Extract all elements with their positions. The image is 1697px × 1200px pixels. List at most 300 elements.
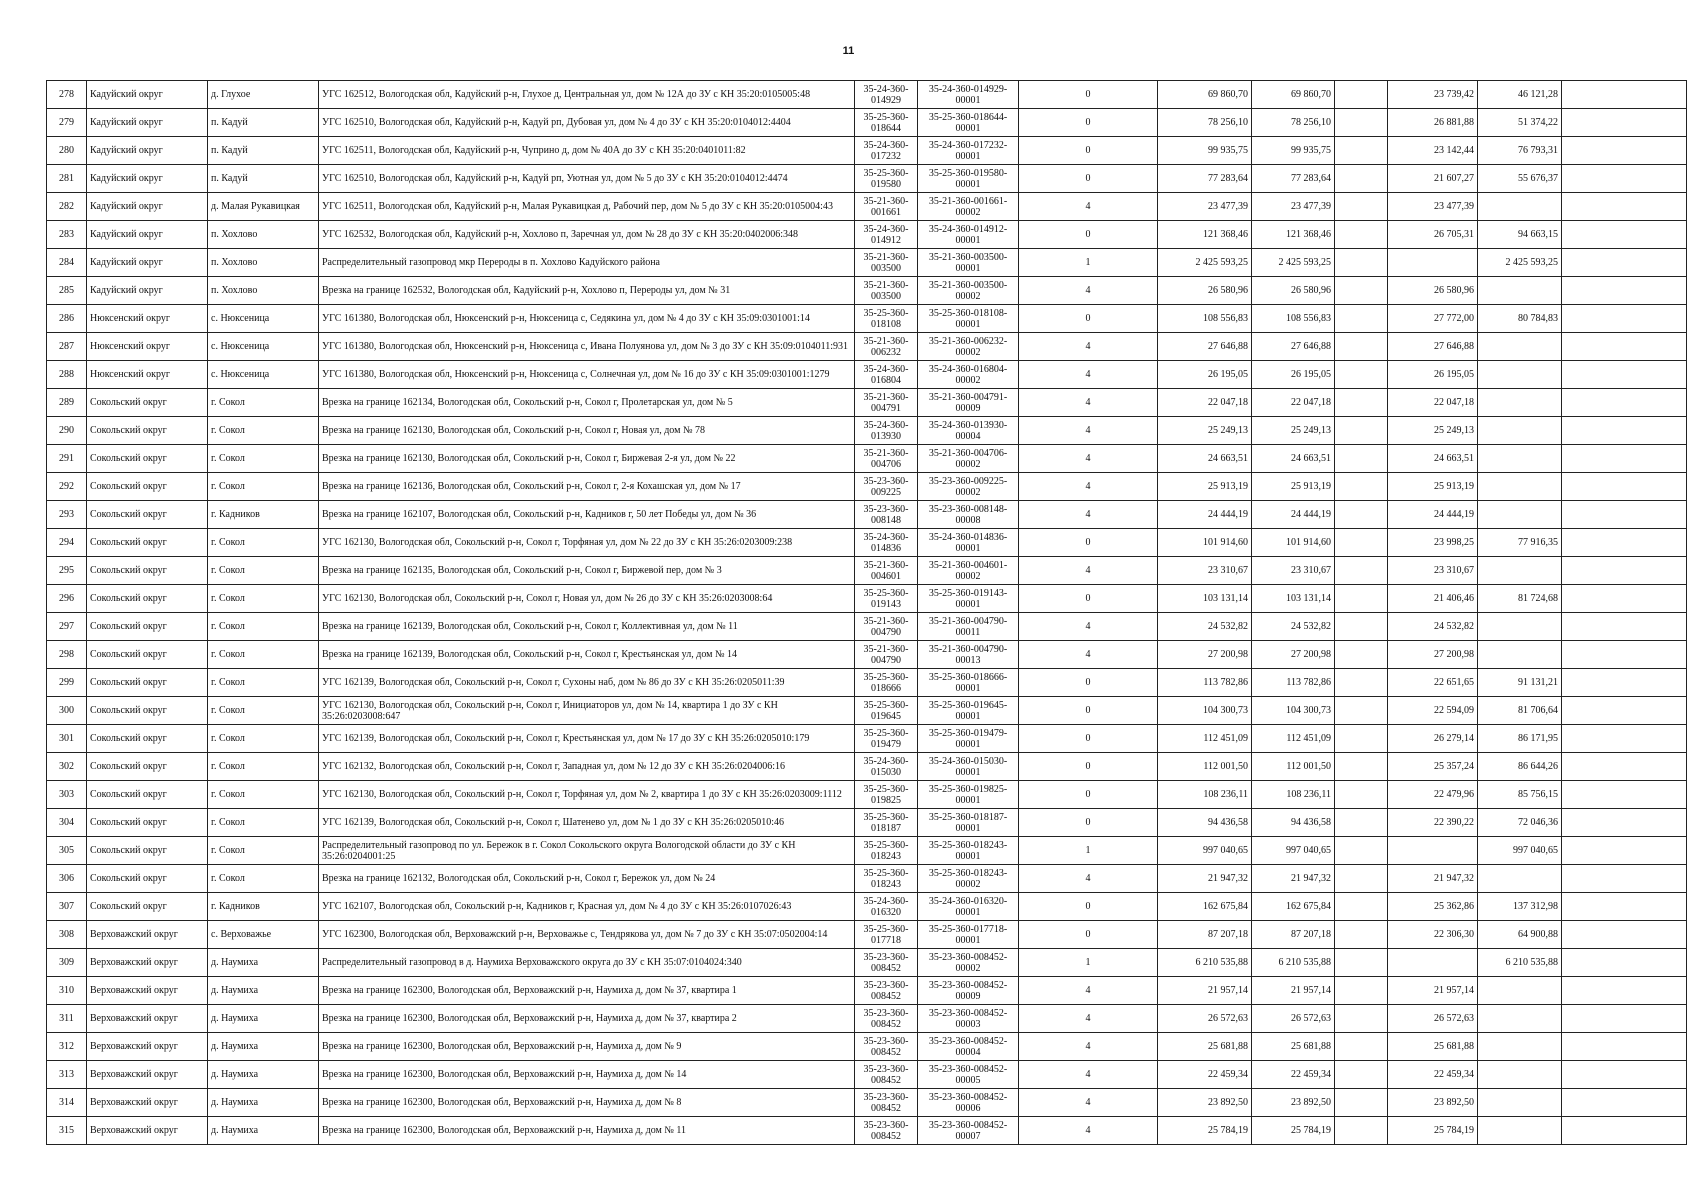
empty-cell: [1335, 165, 1388, 193]
extra-cell: [1562, 361, 1687, 389]
amount-cell: 27 646,88: [1252, 333, 1335, 361]
object-subcode-cell: 35-21-360-003500-00002: [918, 277, 1019, 305]
district-cell: Кадуйский округ: [87, 193, 208, 221]
row-number: 291: [47, 445, 87, 473]
total-amount-cell: 121 368,46: [1158, 221, 1252, 249]
category-cell: 0: [1019, 165, 1158, 193]
amount-cell: 108 556,83: [1252, 305, 1335, 333]
amount-cell: 23 477,39: [1252, 193, 1335, 221]
extra-cell: [1562, 221, 1687, 249]
total-amount-cell: 24 444,19: [1158, 501, 1252, 529]
category-cell: 0: [1019, 221, 1158, 249]
object-code-cell: 35-21-360-006232: [855, 333, 918, 361]
amount-part-2-cell: [1478, 193, 1562, 221]
district-cell: Нюксенский округ: [87, 305, 208, 333]
object-description-cell: Врезка на границе 162300, Вологодская обл, Верховажский р-н, Наумиха д, дом № 14: [319, 1061, 855, 1089]
amount-cell: 25 681,88: [1252, 1033, 1335, 1061]
object-code-cell: 35-23-360-008452: [855, 1117, 918, 1145]
object-description-cell: Врезка на границе 162139, Вологодская обл, Сокольский р-н, Сокол г, Крестьянская ул, дом № 14: [319, 641, 855, 669]
category-cell: 0: [1019, 137, 1158, 165]
extra-cell: [1562, 697, 1687, 725]
settlement-cell: г. Сокол: [208, 809, 319, 837]
object-code-cell: 35-21-360-004706: [855, 445, 918, 473]
category-cell: 4: [1019, 613, 1158, 641]
table-row: [47, 249, 1687, 277]
settlement-cell: д. Наумиха: [208, 977, 319, 1005]
object-subcode-cell: 35-25-360-019825-00001: [918, 781, 1019, 809]
row-number: 289: [47, 389, 87, 417]
table-row: [47, 221, 1687, 249]
total-amount-cell: 2 425 593,25: [1158, 249, 1252, 277]
settlement-cell: г. Сокол: [208, 613, 319, 641]
empty-cell: [1335, 361, 1388, 389]
row-number: 282: [47, 193, 87, 221]
row-number: 285: [47, 277, 87, 305]
object-subcode-cell: 35-21-360-004601-00002: [918, 557, 1019, 585]
amount-cell: 22 047,18: [1252, 389, 1335, 417]
table-row: [47, 949, 1687, 977]
object-description-cell: УГС 162511, Вологодская обл, Кадуйский р-н, Малая Рукавицкая д, Рабочий пер, дом № 5 до ЗУ с КН 35:20:0105004:43: [319, 193, 855, 221]
object-description-cell: УГС 162300, Вологодская обл, Верховажский р-н, Верховажье с, Тендрякова ул, дом № 7 до ЗУ с КН 35:07:0502004:14: [319, 921, 855, 949]
extra-cell: [1562, 725, 1687, 753]
empty-cell: [1335, 809, 1388, 837]
amount-part-2-cell: [1478, 361, 1562, 389]
total-amount-cell: 78 256,10: [1158, 109, 1252, 137]
category-cell: 4: [1019, 193, 1158, 221]
table-row: [47, 557, 1687, 585]
district-cell: Кадуйский округ: [87, 277, 208, 305]
empty-cell: [1335, 613, 1388, 641]
object-subcode-cell: 35-23-360-008452-00004: [918, 1033, 1019, 1061]
extra-cell: [1562, 81, 1687, 109]
amount-part-1-cell: 22 459,34: [1388, 1061, 1478, 1089]
amount-part-2-cell: [1478, 865, 1562, 893]
total-amount-cell: 87 207,18: [1158, 921, 1252, 949]
amount-cell: 21 947,32: [1252, 865, 1335, 893]
amount-cell: 69 860,70: [1252, 81, 1335, 109]
object-description-cell: УГС 162139, Вологодская обл, Сокольский р-н, Сокол г, Сухоны наб, дом № 86 до ЗУ с КН 35:26:0205011:39: [319, 669, 855, 697]
district-cell: Кадуйский округ: [87, 137, 208, 165]
district-cell: Сокольский округ: [87, 893, 208, 921]
object-subcode-cell: 35-23-360-009225-00002: [918, 473, 1019, 501]
table-row: [47, 137, 1687, 165]
district-cell: Сокольский округ: [87, 389, 208, 417]
row-number: 293: [47, 501, 87, 529]
settlement-cell: г. Сокол: [208, 529, 319, 557]
empty-cell: [1335, 585, 1388, 613]
object-description-cell: Распределительный газопровод по ул. Бережок в г. Сокол Сокольского округа Вологодской области до ЗУ с КН 35:26:0204001:25: [319, 837, 855, 865]
object-subcode-cell: 35-25-360-018108-00001: [918, 305, 1019, 333]
row-number: 308: [47, 921, 87, 949]
category-cell: 4: [1019, 1005, 1158, 1033]
amount-cell: 25 784,19: [1252, 1117, 1335, 1145]
table-row: [47, 361, 1687, 389]
settlement-cell: п. Хохлово: [208, 221, 319, 249]
object-description-cell: УГС 162132, Вологодская обл, Сокольский р-н, Сокол г, Западная ул, дом № 12 до ЗУ с КН 35:26:0204006:16: [319, 753, 855, 781]
amount-part-2-cell: [1478, 277, 1562, 305]
object-code-cell: 35-24-360-016320: [855, 893, 918, 921]
empty-cell: [1335, 445, 1388, 473]
total-amount-cell: 6 210 535,88: [1158, 949, 1252, 977]
object-subcode-cell: 35-21-360-004790-00011: [918, 613, 1019, 641]
category-cell: 0: [1019, 781, 1158, 809]
object-code-cell: 35-25-360-018108: [855, 305, 918, 333]
extra-cell: [1562, 305, 1687, 333]
object-description-cell: Врезка на границе 162134, Вологодская обл, Сокольский р-н, Сокол г, Пролетарская ул, дом № 5: [319, 389, 855, 417]
settlement-cell: д. Наумиха: [208, 1005, 319, 1033]
settlement-cell: п. Хохлово: [208, 249, 319, 277]
amount-part-1-cell: 24 663,51: [1388, 445, 1478, 473]
extra-cell: [1562, 837, 1687, 865]
amount-part-1-cell: 21 406,46: [1388, 585, 1478, 613]
extra-cell: [1562, 249, 1687, 277]
settlement-cell: г. Кадников: [208, 501, 319, 529]
table-row: [47, 1061, 1687, 1089]
total-amount-cell: 26 572,63: [1158, 1005, 1252, 1033]
empty-cell: [1335, 949, 1388, 977]
category-cell: 0: [1019, 893, 1158, 921]
amount-cell: 23 310,67: [1252, 557, 1335, 585]
object-code-cell: 35-25-360-019580: [855, 165, 918, 193]
object-subcode-cell: 35-24-360-014912-00001: [918, 221, 1019, 249]
total-amount-cell: 22 047,18: [1158, 389, 1252, 417]
amount-part-2-cell: 86 644,26: [1478, 753, 1562, 781]
extra-cell: [1562, 501, 1687, 529]
row-number: 278: [47, 81, 87, 109]
amount-part-1-cell: 22 390,22: [1388, 809, 1478, 837]
settlement-cell: г. Сокол: [208, 837, 319, 865]
row-number: 313: [47, 1061, 87, 1089]
empty-cell: [1335, 865, 1388, 893]
row-number: 306: [47, 865, 87, 893]
row-number: 302: [47, 753, 87, 781]
settlement-cell: г. Сокол: [208, 669, 319, 697]
object-description-cell: УГС 161380, Вологодская обл, Нюксенский р-н, Нюксеница с, Седякина ул, дом № 4 до ЗУ с КН 35:09:0301001:14: [319, 305, 855, 333]
object-subcode-cell: 35-21-360-001661-00002: [918, 193, 1019, 221]
total-amount-cell: 113 782,86: [1158, 669, 1252, 697]
amount-part-2-cell: [1478, 977, 1562, 1005]
category-cell: 0: [1019, 921, 1158, 949]
district-cell: Сокольский округ: [87, 753, 208, 781]
extra-cell: [1562, 389, 1687, 417]
row-number: 299: [47, 669, 87, 697]
object-subcode-cell: 35-24-360-014836-00001: [918, 529, 1019, 557]
district-cell: Верховажский округ: [87, 1005, 208, 1033]
empty-cell: [1335, 725, 1388, 753]
amount-part-1-cell: 21 947,32: [1388, 865, 1478, 893]
extra-cell: [1562, 193, 1687, 221]
settlement-cell: с. Нюксеница: [208, 305, 319, 333]
district-cell: Сокольский округ: [87, 781, 208, 809]
amount-part-2-cell: [1478, 1033, 1562, 1061]
district-cell: Сокольский округ: [87, 473, 208, 501]
object-code-cell: 35-23-360-008452: [855, 949, 918, 977]
amount-part-1-cell: [1388, 249, 1478, 277]
empty-cell: [1335, 249, 1388, 277]
row-number: 301: [47, 725, 87, 753]
total-amount-cell: 25 249,13: [1158, 417, 1252, 445]
table-row: [47, 389, 1687, 417]
extra-cell: [1562, 473, 1687, 501]
settlement-cell: г. Сокол: [208, 753, 319, 781]
table-row: [47, 865, 1687, 893]
total-amount-cell: 112 451,09: [1158, 725, 1252, 753]
row-number: 298: [47, 641, 87, 669]
total-amount-cell: 108 236,11: [1158, 781, 1252, 809]
amount-part-2-cell: [1478, 333, 1562, 361]
table-row: [47, 193, 1687, 221]
extra-cell: [1562, 781, 1687, 809]
object-description-cell: УГС 162130, Вологодская обл, Сокольский р-н, Сокол г, Новая ул, дом № 26 до ЗУ с КН 35:26:0203008:64: [319, 585, 855, 613]
object-subcode-cell: 35-25-360-018243-00001: [918, 837, 1019, 865]
extra-cell: [1562, 1089, 1687, 1117]
extra-cell: [1562, 137, 1687, 165]
settlement-cell: с. Нюксеница: [208, 361, 319, 389]
object-code-cell: 35-23-360-008148: [855, 501, 918, 529]
settlement-cell: д. Глухое: [208, 81, 319, 109]
settlement-cell: г. Сокол: [208, 417, 319, 445]
object-code-cell: 35-24-360-017232: [855, 137, 918, 165]
object-code-cell: 35-23-360-008452: [855, 1005, 918, 1033]
district-cell: Сокольский округ: [87, 501, 208, 529]
object-subcode-cell: 35-21-360-004791-00009: [918, 389, 1019, 417]
amount-cell: 121 368,46: [1252, 221, 1335, 249]
amount-part-2-cell: [1478, 501, 1562, 529]
table-row: [47, 109, 1687, 137]
table-row: [47, 1005, 1687, 1033]
row-number: 288: [47, 361, 87, 389]
row-number: 280: [47, 137, 87, 165]
amount-cell: 162 675,84: [1252, 893, 1335, 921]
category-cell: 4: [1019, 417, 1158, 445]
category-cell: 0: [1019, 809, 1158, 837]
settlement-cell: г. Сокол: [208, 557, 319, 585]
row-number: 310: [47, 977, 87, 1005]
amount-part-1-cell: 25 357,24: [1388, 753, 1478, 781]
amount-cell: 108 236,11: [1252, 781, 1335, 809]
settlement-cell: д. Малая Рукавицкая: [208, 193, 319, 221]
category-cell: 0: [1019, 585, 1158, 613]
empty-cell: [1335, 501, 1388, 529]
extra-cell: [1562, 641, 1687, 669]
total-amount-cell: 69 860,70: [1158, 81, 1252, 109]
amount-part-2-cell: [1478, 641, 1562, 669]
table-body: [47, 81, 1687, 1145]
empty-cell: [1335, 305, 1388, 333]
district-cell: Сокольский округ: [87, 809, 208, 837]
object-description-cell: Врезка на границе 162107, Вологодская обл, Сокольский р-н, Кадников г, 50 лет Победы ул, дом № 36: [319, 501, 855, 529]
amount-part-2-cell: 91 131,21: [1478, 669, 1562, 697]
object-code-cell: 35-21-360-004601: [855, 557, 918, 585]
total-amount-cell: 26 580,96: [1158, 277, 1252, 305]
empty-cell: [1335, 1061, 1388, 1089]
settlement-cell: с. Нюксеница: [208, 333, 319, 361]
object-subcode-cell: 35-21-360-006232-00002: [918, 333, 1019, 361]
row-number: 315: [47, 1117, 87, 1145]
amount-part-2-cell: 6 210 535,88: [1478, 949, 1562, 977]
row-number: 283: [47, 221, 87, 249]
table-row: [47, 473, 1687, 501]
amount-part-2-cell: [1478, 473, 1562, 501]
amount-part-2-cell: 81 706,64: [1478, 697, 1562, 725]
object-description-cell: Врезка на границе 162300, Вологодская обл, Верховажский р-н, Наумиха д, дом № 8: [319, 1089, 855, 1117]
extra-cell: [1562, 949, 1687, 977]
table-row: [47, 417, 1687, 445]
amount-part-1-cell: 21 957,14: [1388, 977, 1478, 1005]
district-cell: Кадуйский округ: [87, 81, 208, 109]
table-row: [47, 1033, 1687, 1061]
amount-part-2-cell: [1478, 1061, 1562, 1089]
empty-cell: [1335, 781, 1388, 809]
empty-cell: [1335, 977, 1388, 1005]
table-row: [47, 277, 1687, 305]
object-description-cell: Врезка на границе 162300, Вологодская обл, Верховажский р-н, Наумиха д, дом № 9: [319, 1033, 855, 1061]
total-amount-cell: 997 040,65: [1158, 837, 1252, 865]
object-description-cell: УГС 162130, Вологодская обл, Сокольский р-н, Сокол г, Торфяная ул, дом № 22 до ЗУ с КН 35:26:0203009:238: [319, 529, 855, 557]
table-row: [47, 809, 1687, 837]
table-row: [47, 641, 1687, 669]
empty-cell: [1335, 333, 1388, 361]
table-row: [47, 837, 1687, 865]
object-description-cell: Распределительный газопровод в д. Наумиха Верховажского округа до ЗУ с КН 35:07:0104024:340: [319, 949, 855, 977]
district-cell: Нюксенский округ: [87, 333, 208, 361]
settlement-cell: д. Наумиха: [208, 1061, 319, 1089]
amount-part-2-cell: [1478, 445, 1562, 473]
object-description-cell: Врезка на границе 162132, Вологодская обл, Сокольский р-н, Сокол г, Бережок ул, дом № 24: [319, 865, 855, 893]
amount-cell: 112 001,50: [1252, 753, 1335, 781]
amount-part-1-cell: 22 306,30: [1388, 921, 1478, 949]
object-code-cell: 35-21-360-003500: [855, 249, 918, 277]
amount-part-1-cell: [1388, 837, 1478, 865]
settlement-cell: п. Кадуй: [208, 165, 319, 193]
table-row: [47, 753, 1687, 781]
empty-cell: [1335, 137, 1388, 165]
amount-cell: 26 195,05: [1252, 361, 1335, 389]
object-subcode-cell: 35-23-360-008452-00009: [918, 977, 1019, 1005]
settlement-cell: г. Сокол: [208, 725, 319, 753]
object-code-cell: 35-25-360-018243: [855, 837, 918, 865]
settlement-cell: п. Кадуй: [208, 109, 319, 137]
amount-part-2-cell: 46 121,28: [1478, 81, 1562, 109]
amount-cell: 26 580,96: [1252, 277, 1335, 305]
object-code-cell: 35-24-360-014929: [855, 81, 918, 109]
amount-part-1-cell: 23 477,39: [1388, 193, 1478, 221]
amount-cell: 87 207,18: [1252, 921, 1335, 949]
object-description-cell: УГС 162130, Вологодская обл, Сокольский р-н, Сокол г, Инициаторов ул, дом № 14, квартира 1 до ЗУ с КН 35:26:0203008:647: [319, 697, 855, 725]
amount-part-2-cell: 55 676,37: [1478, 165, 1562, 193]
amount-part-2-cell: 81 724,68: [1478, 585, 1562, 613]
district-cell: Кадуйский округ: [87, 249, 208, 277]
object-description-cell: Врезка на границе 162300, Вологодская обл, Верховажский р-н, Наумиха д, дом № 37, квартира 1: [319, 977, 855, 1005]
object-subcode-cell: 35-25-360-018666-00001: [918, 669, 1019, 697]
category-cell: 4: [1019, 977, 1158, 1005]
amount-cell: 113 782,86: [1252, 669, 1335, 697]
object-description-cell: УГС 162130, Вологодская обл, Сокольский р-н, Сокол г, Торфяная ул, дом № 2, квартира 1 до ЗУ с КН 35:26:0203009:1112: [319, 781, 855, 809]
category-cell: 4: [1019, 1089, 1158, 1117]
empty-cell: [1335, 109, 1388, 137]
total-amount-cell: 23 477,39: [1158, 193, 1252, 221]
object-code-cell: 35-25-360-018243: [855, 865, 918, 893]
district-cell: Верховажский округ: [87, 921, 208, 949]
settlement-cell: г. Сокол: [208, 697, 319, 725]
total-amount-cell: 21 947,32: [1158, 865, 1252, 893]
row-number: 309: [47, 949, 87, 977]
amount-part-2-cell: [1478, 1089, 1562, 1117]
amount-part-1-cell: 27 200,98: [1388, 641, 1478, 669]
empty-cell: [1335, 473, 1388, 501]
total-amount-cell: 94 436,58: [1158, 809, 1252, 837]
settlement-cell: г. Сокол: [208, 445, 319, 473]
object-code-cell: 35-25-360-017718: [855, 921, 918, 949]
amount-cell: 24 532,82: [1252, 613, 1335, 641]
total-amount-cell: 23 892,50: [1158, 1089, 1252, 1117]
object-description-cell: УГС 162510, Вологодская обл, Кадуйский р-н, Кадуй рп, Дубовая ул, дом № 4 до ЗУ с КН 35:20:0104012:4404: [319, 109, 855, 137]
object-description-cell: УГС 162139, Вологодская обл, Сокольский р-н, Сокол г, Крестьянская ул, дом № 17 до ЗУ с КН 35:26:0205010:179: [319, 725, 855, 753]
table-row: [47, 893, 1687, 921]
extra-cell: [1562, 585, 1687, 613]
total-amount-cell: 108 556,83: [1158, 305, 1252, 333]
total-amount-cell: 25 681,88: [1158, 1033, 1252, 1061]
object-code-cell: 35-21-360-004791: [855, 389, 918, 417]
extra-cell: [1562, 893, 1687, 921]
category-cell: 0: [1019, 529, 1158, 557]
amount-part-2-cell: [1478, 1005, 1562, 1033]
empty-cell: [1335, 1005, 1388, 1033]
table-row: [47, 977, 1687, 1005]
district-cell: Нюксенский округ: [87, 361, 208, 389]
table-row: [47, 1117, 1687, 1145]
object-subcode-cell: 35-25-360-018187-00001: [918, 809, 1019, 837]
row-number: 295: [47, 557, 87, 585]
settlement-cell: д. Наумиха: [208, 1089, 319, 1117]
amount-part-2-cell: [1478, 417, 1562, 445]
row-number: 305: [47, 837, 87, 865]
table-row: [47, 529, 1687, 557]
extra-cell: [1562, 669, 1687, 697]
amount-part-2-cell: 85 756,15: [1478, 781, 1562, 809]
empty-cell: [1335, 893, 1388, 921]
settlement-cell: г. Кадников: [208, 893, 319, 921]
row-number: 304: [47, 809, 87, 837]
extra-cell: [1562, 865, 1687, 893]
page-number: 11: [842, 45, 855, 57]
empty-cell: [1335, 1117, 1388, 1145]
object-code-cell: 35-25-360-019479: [855, 725, 918, 753]
row-number: 279: [47, 109, 87, 137]
object-code-cell: 35-23-360-008452: [855, 1089, 918, 1117]
category-cell: 4: [1019, 1061, 1158, 1089]
object-description-cell: УГС 162511, Вологодская обл, Кадуйский р-н, Чуприно д, дом № 40А до ЗУ с КН 35:20:0401011:82: [319, 137, 855, 165]
amount-part-1-cell: 25 913,19: [1388, 473, 1478, 501]
category-cell: 0: [1019, 305, 1158, 333]
amount-cell: 24 663,51: [1252, 445, 1335, 473]
amount-part-1-cell: 23 739,42: [1388, 81, 1478, 109]
empty-cell: [1335, 1033, 1388, 1061]
row-number: 296: [47, 585, 87, 613]
table-row: [47, 613, 1687, 641]
category-cell: 4: [1019, 641, 1158, 669]
category-cell: 0: [1019, 81, 1158, 109]
category-cell: 0: [1019, 669, 1158, 697]
total-amount-cell: 99 935,75: [1158, 137, 1252, 165]
object-subcode-cell: 35-23-360-008452-00002: [918, 949, 1019, 977]
total-amount-cell: 22 459,34: [1158, 1061, 1252, 1089]
extra-cell: [1562, 753, 1687, 781]
extra-cell: [1562, 109, 1687, 137]
table-row: [47, 1089, 1687, 1117]
amount-part-1-cell: 25 362,86: [1388, 893, 1478, 921]
extra-cell: [1562, 1033, 1687, 1061]
